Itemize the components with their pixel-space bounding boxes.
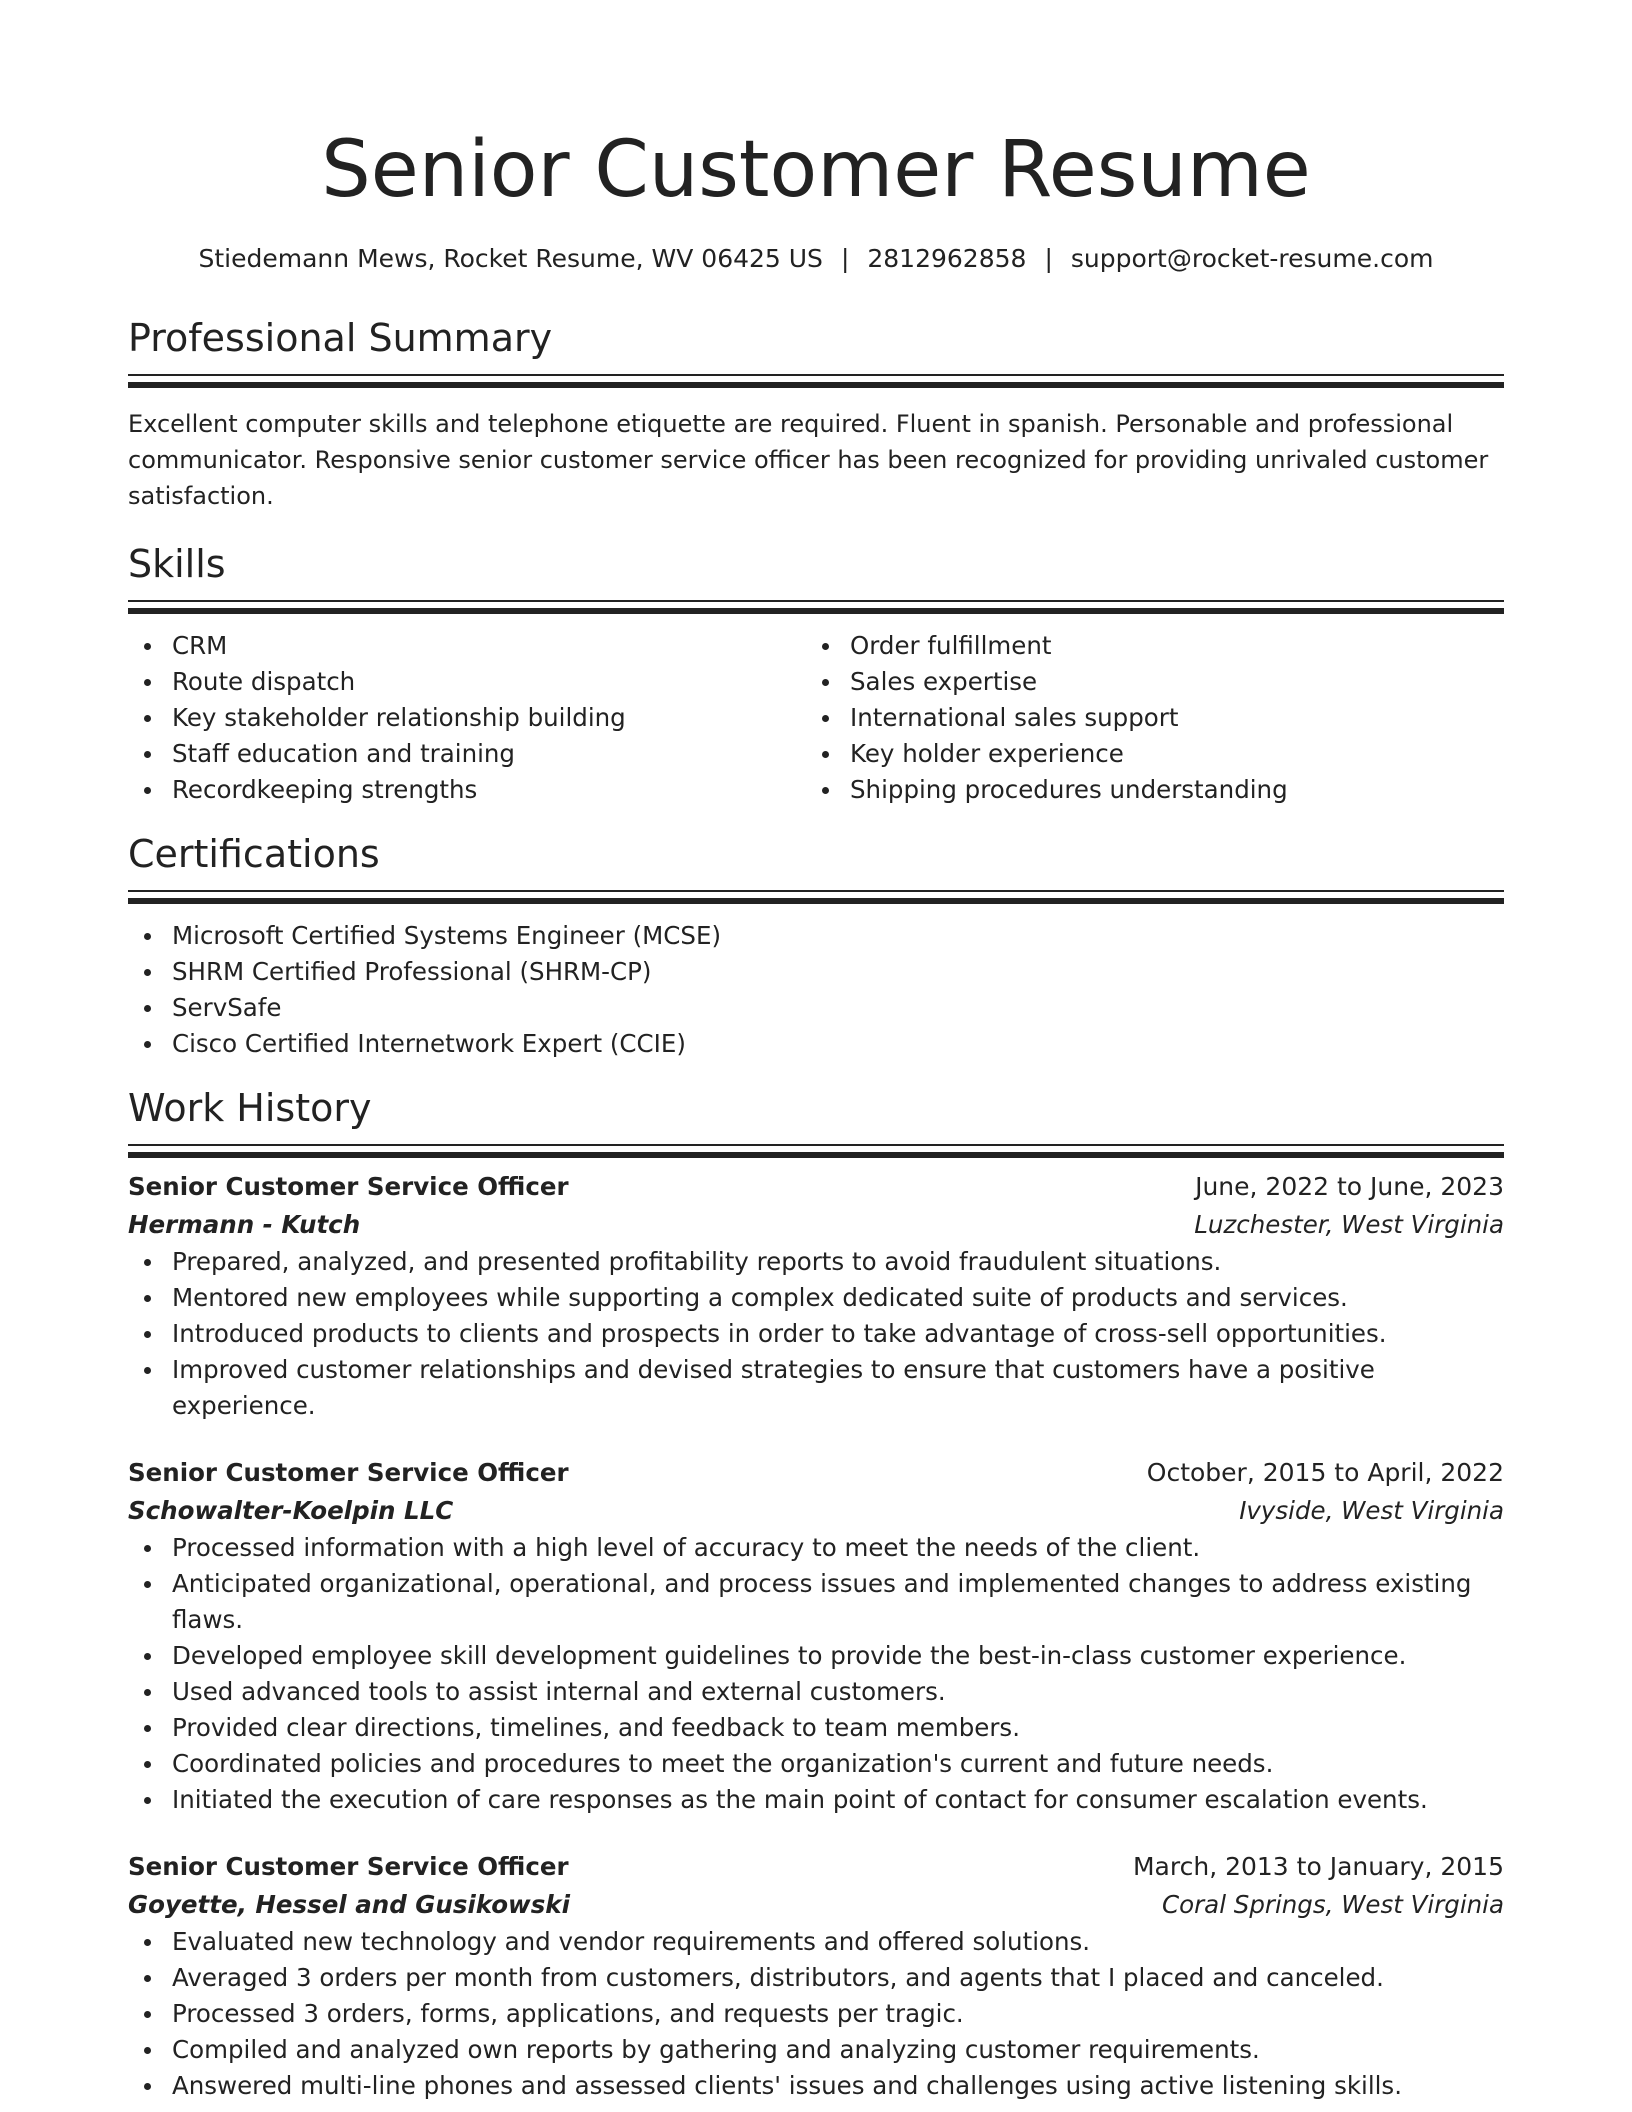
job-bullet: Prepared, analyzed, and presented profitability reports to avoid fraudulent situations. [128,1244,1504,1280]
skill-item: Staff education and training [128,736,806,772]
job-dates: March, 2013 to January, 2015 [1132,1852,1504,1881]
job-bullet: Processed 3 orders, forms, applications, and requests per tragic. [128,1996,1504,2032]
job-bullet: Introduced products to clients and prospects in order to take advantage of cross-sell opportunities. [128,1316,1504,1352]
certifications-section [128,830,1504,1062]
job-header-row [128,1168,1504,1206]
job-bullet-list [128,1924,1504,2104]
job-bullet: Answered multi-line phones and assessed clients' issues and challenges using active listening skills. [128,2068,1504,2104]
skills-section [128,540,1504,808]
summary-text: Excellent computer skills and telephone etiquette are required. Fluent in spanish. Personable and professional communicator. Responsive senior customer service officer has been recognized for providing unrivaled customer satisfaction. [128,410,1489,510]
skill-item: International sales support [806,700,1484,736]
work-history-heading: Work History [128,1086,372,1130]
job-bullet: Averaged 3 orders per month from customers, distributors, and agents that I placed and canceled. [128,1960,1504,1996]
job-bullet: Mentored new employees while supporting a complex dedicated suite of products and services. [128,1280,1504,1316]
job-bullet: Improved customer relationships and devised strategies to ensure that customers have a positive experience. [128,1352,1504,1424]
skills-grid [128,628,1504,808]
section-divider [128,1144,1504,1154]
job-bullet-list [128,1244,1504,1424]
job-location: Coral Springs, West Virginia [1162,1890,1504,1919]
job-bullet-list [128,1530,1504,1818]
job-company: Schowalter-Koelpin LLC [128,1496,454,1525]
job-bullet: Developed employee skill development guidelines to provide the best-in-class customer experience. [128,1638,1504,1674]
job-location: Luzchester, West Virginia [1194,1210,1504,1239]
summary-heading: Professional Summary [128,316,553,360]
contact-email: support@rocket-resume.com [1070,244,1434,273]
section-divider [128,600,1504,610]
contact-phone: 2812962858 [867,244,1027,273]
certification-item: ServSafe [128,990,1504,1026]
job-title: Senior Customer Service Officer [128,1852,569,1881]
skill-item: Order fulfillment [806,628,1484,664]
job-bullet: Processed information with a high level of accuracy to meet the needs of the client. [128,1530,1504,1566]
certification-item: Cisco Certified Internetwork Expert (CCIE) [128,1026,1504,1062]
contact-separator: | [1044,244,1053,273]
skill-item: Route dispatch [128,664,806,700]
skill-item: Shipping procedures understanding [806,772,1484,808]
certification-item: SHRM Certified Professional (SHRM-CP) [128,954,1504,990]
skill-item: Recordkeeping strengths [128,772,806,808]
skills-heading: Skills [128,542,226,586]
contact-line [128,242,1504,276]
job-bullet: Compiled and analyzed own reports by gathering and analyzing customer requirements. [128,2032,1504,2068]
skill-item: CRM [128,628,806,664]
job-entry [128,1848,1504,2104]
job-bullet: Anticipated organizational, operational, and process issues and implemented changes to address existing flaws. [128,1566,1504,1638]
contact-address: Stiedemann Mews, Rocket Resume, WV 06425 US [198,244,823,273]
contact-separator: | [840,244,850,273]
skill-item: Key holder experience [806,736,1484,772]
section-divider [128,374,1504,384]
skill-item: Sales expertise [806,664,1484,700]
work-history-section [128,1084,1504,2104]
skills-column-right [806,628,1484,808]
summary-section [128,314,1504,514]
resume-name: Senior Customer Resume [321,125,1311,215]
job-title: Senior Customer Service Officer [128,1172,569,1201]
job-subheader-row [128,1886,1504,1924]
job-bullet: Initiated the execution of care responses as the main point of contact for consumer escalation events. [128,1782,1504,1818]
job-entry [128,1168,1504,1424]
job-bullet: Provided clear directions, timelines, and feedback to team members. [128,1710,1504,1746]
skill-item: Key stakeholder relationship building [128,700,806,736]
job-dates: October, 2015 to April, 2022 [1146,1458,1504,1487]
certifications-heading: Certifications [128,832,380,876]
resume-page [128,0,1504,2104]
job-dates: June, 2022 to June, 2023 [1195,1172,1504,1201]
job-entry [128,1454,1504,1818]
skills-column-left [128,628,806,808]
job-bullet: Used advanced tools to assist internal and external customers. [128,1674,1504,1710]
job-header-row [128,1848,1504,1886]
job-company: Goyette, Hessel and Gusikowski [128,1890,570,1919]
section-divider [128,890,1504,900]
job-bullet: Evaluated new technology and vendor requirements and offered solutions. [128,1924,1504,1960]
job-location: Ivyside, West Virginia [1239,1496,1504,1525]
certification-item: Microsoft Certified Systems Engineer (MCSE) [128,918,1504,954]
certifications-list [128,918,1504,1062]
job-title: Senior Customer Service Officer [128,1458,569,1487]
job-company: Hermann - Kutch [128,1210,361,1239]
job-bullet: Coordinated policies and procedures to meet the organization's current and future needs. [128,1746,1504,1782]
job-subheader-row [128,1492,1504,1530]
job-header-row [128,1454,1504,1492]
job-subheader-row [128,1206,1504,1244]
